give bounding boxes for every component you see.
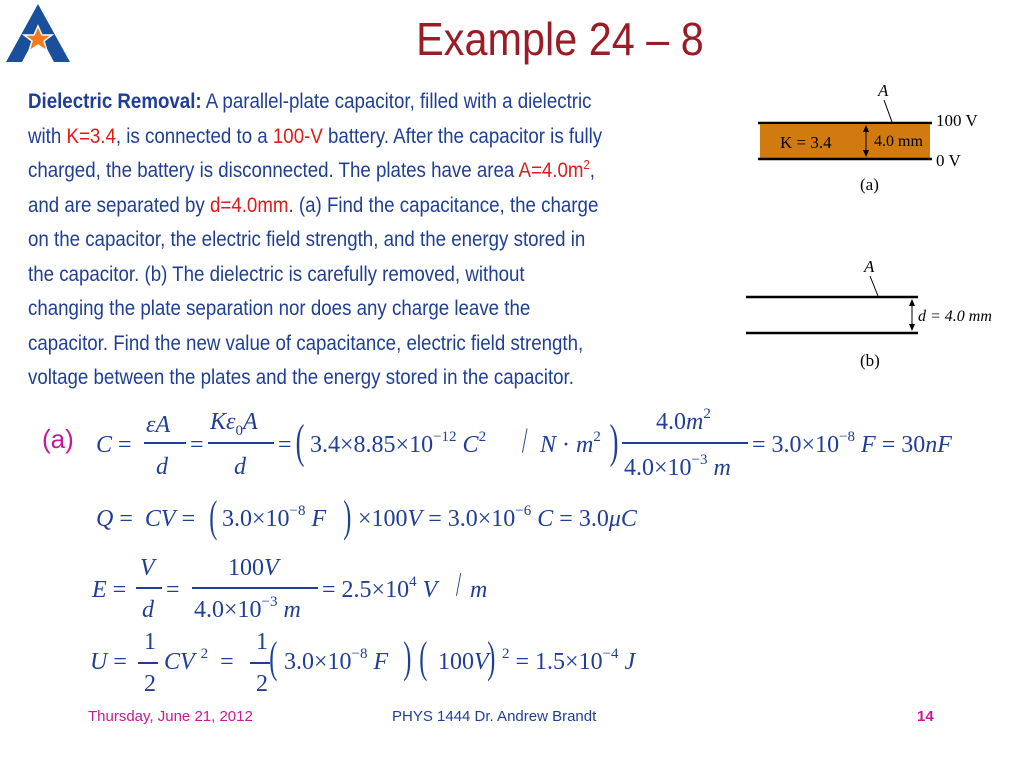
problem-text: and are separated by (28, 192, 210, 217)
eq-e-lhs: E = (92, 577, 127, 603)
eq-u-result: $^2 = 1.5\times 10^{-4}$ J (502, 646, 636, 675)
eq-u-num2: 1 (256, 629, 268, 655)
fraction-bar (138, 662, 158, 664)
eq-u-cap: $3.0\times 10^{-8}$ F (284, 646, 389, 675)
area-pointer (870, 276, 878, 296)
battery-voltage-value: 100-V (272, 123, 323, 148)
area-pointer (884, 100, 892, 122)
problem-line-5: on the capacitor, the electric field strength, and the energy stored in (28, 227, 586, 251)
paren-open: ( (419, 633, 428, 682)
eq-c-lhs: C = (96, 432, 132, 458)
diagram-a-caption: (a) (860, 175, 879, 194)
problem-line-4 (28, 188, 672, 223)
problem-text: battery. After the capacitor is fully (322, 123, 603, 148)
eq-e-den2: $4.0\times 10^{-3}$ m (194, 594, 301, 623)
eq-c-num3: $4.0m^2$ (656, 406, 711, 435)
slash: / (522, 420, 528, 460)
area-value (518, 158, 589, 182)
eq-u-den1: 2 (144, 671, 156, 697)
problem-text: charged, the battery is disconnected. The plates have area (28, 158, 519, 182)
problem-line-1 (28, 84, 672, 119)
eq-c-den3: $4.0\times 10^{-3}$ m (624, 452, 731, 481)
gap-label: 4.0 mm (874, 133, 923, 150)
eq-c-den1: d (156, 454, 168, 480)
eq-u-lhs: U = (90, 649, 127, 675)
eq-q-result: $\times 100V = 3.0\times 10^{-6}$ C = 3.0μC (358, 503, 637, 532)
part-a-label: (a) (42, 424, 74, 454)
eq-q-cap: $3.0\times 10^{-8}$ F (222, 503, 327, 532)
fraction-bar (250, 662, 270, 664)
area-exponent: 2 (583, 156, 590, 172)
fraction-bar (192, 587, 318, 589)
paren-open: ( (209, 492, 218, 541)
problem-text: , (589, 158, 595, 182)
problem-statement (28, 84, 768, 395)
area-value-base: A=4.0m (518, 158, 584, 182)
footer-course: PHYS 1444 Dr. Andrew Brandt (392, 708, 597, 725)
capacitor-diagram-b (742, 254, 1012, 374)
problem-line-3 (28, 153, 672, 188)
fraction-bar (208, 442, 274, 444)
problem-text: with (28, 123, 67, 148)
eq-u-cv2: CV $^2$ = (164, 646, 234, 675)
eq-e-eq1: = (166, 577, 180, 603)
fraction-bar (136, 587, 162, 589)
arrow-head-down (909, 324, 915, 331)
top-voltage-label: 100 V (936, 111, 978, 130)
gap-label: d = 4.0 mm (918, 308, 992, 325)
eq-u-num1: 1 (144, 629, 156, 655)
paren-close: ) (609, 415, 619, 468)
eq-e-unit: m (470, 577, 488, 603)
problem-line-7: changing the plate separation nor does any charge leave the (28, 296, 531, 320)
eq-c-num2: $K\varepsilon_0A$ (210, 409, 258, 439)
paren-close: ) (343, 492, 352, 541)
problem-line-2 (28, 119, 672, 154)
eq-u-den2: 2 (256, 671, 268, 697)
separation-value: d=4.0mm (209, 192, 289, 217)
arrow-head-up (909, 299, 915, 306)
fraction-bar (144, 442, 186, 444)
university-logo (4, 2, 72, 64)
eq-e-num1: V (140, 555, 155, 581)
eq-c-result: = $3.0\times 10^{-8}$ F = 30nF (752, 429, 952, 458)
slash: / (456, 566, 462, 603)
problem-text: . (a) Find the capacitance, the charge (288, 192, 599, 217)
slide-title: Example 24 – 8 (416, 13, 704, 65)
eq-e-num2: 100V (228, 555, 279, 581)
dielectric-constant-value: K=3.4 (66, 123, 116, 148)
dielectric-label: K = 3.4 (780, 133, 832, 152)
paren-open: ( (295, 415, 305, 468)
problem-line-9: voltage between the plates and the energy stored in the capacitor. (28, 365, 574, 389)
bottom-voltage-label: 0 V (936, 151, 961, 170)
eq-q-lhs: Q = CV = (96, 506, 196, 532)
eq-c-num1: εA (146, 412, 171, 438)
problem-text: , is connected to a (115, 123, 273, 148)
eq-c-units: $N \cdot m^2$ (540, 429, 601, 458)
capacitor-diagram-a (756, 78, 1016, 198)
eq-u-volt: 100V (438, 649, 489, 675)
problem-line-6: the capacitor. (b) The dielectric is carefully removed, without (28, 261, 525, 286)
eq-c-den2: d (234, 454, 246, 480)
eq-c-eq1: = (190, 432, 204, 458)
eq-e-result: = $2.5\times 10^4$ V (322, 574, 438, 603)
fraction-bar (622, 442, 748, 444)
eq-c-product: $3.4\times 8.85\times 10^{-12}$ $C^2$ (310, 429, 487, 458)
area-label: A (864, 257, 875, 276)
diagram-b-caption: (b) (860, 351, 880, 370)
eq-c-eq2: = (278, 432, 292, 458)
eq-e-den1: d (142, 597, 154, 623)
problem-lead: Dielectric Removal: (28, 89, 202, 113)
problem-text: A parallel-plate capacitor, filled with a dielectric (201, 89, 592, 113)
page-number: 14 (917, 708, 934, 725)
footer-date: Thursday, June 21, 2012 (88, 708, 253, 725)
area-label: A (878, 81, 889, 100)
problem-line-8: capacitor. Find the new value of capacitance, electric field strength, (28, 330, 584, 355)
paren-open: ( (269, 633, 278, 682)
paren-close: ) (487, 633, 496, 682)
paren-close: ) (403, 633, 412, 682)
